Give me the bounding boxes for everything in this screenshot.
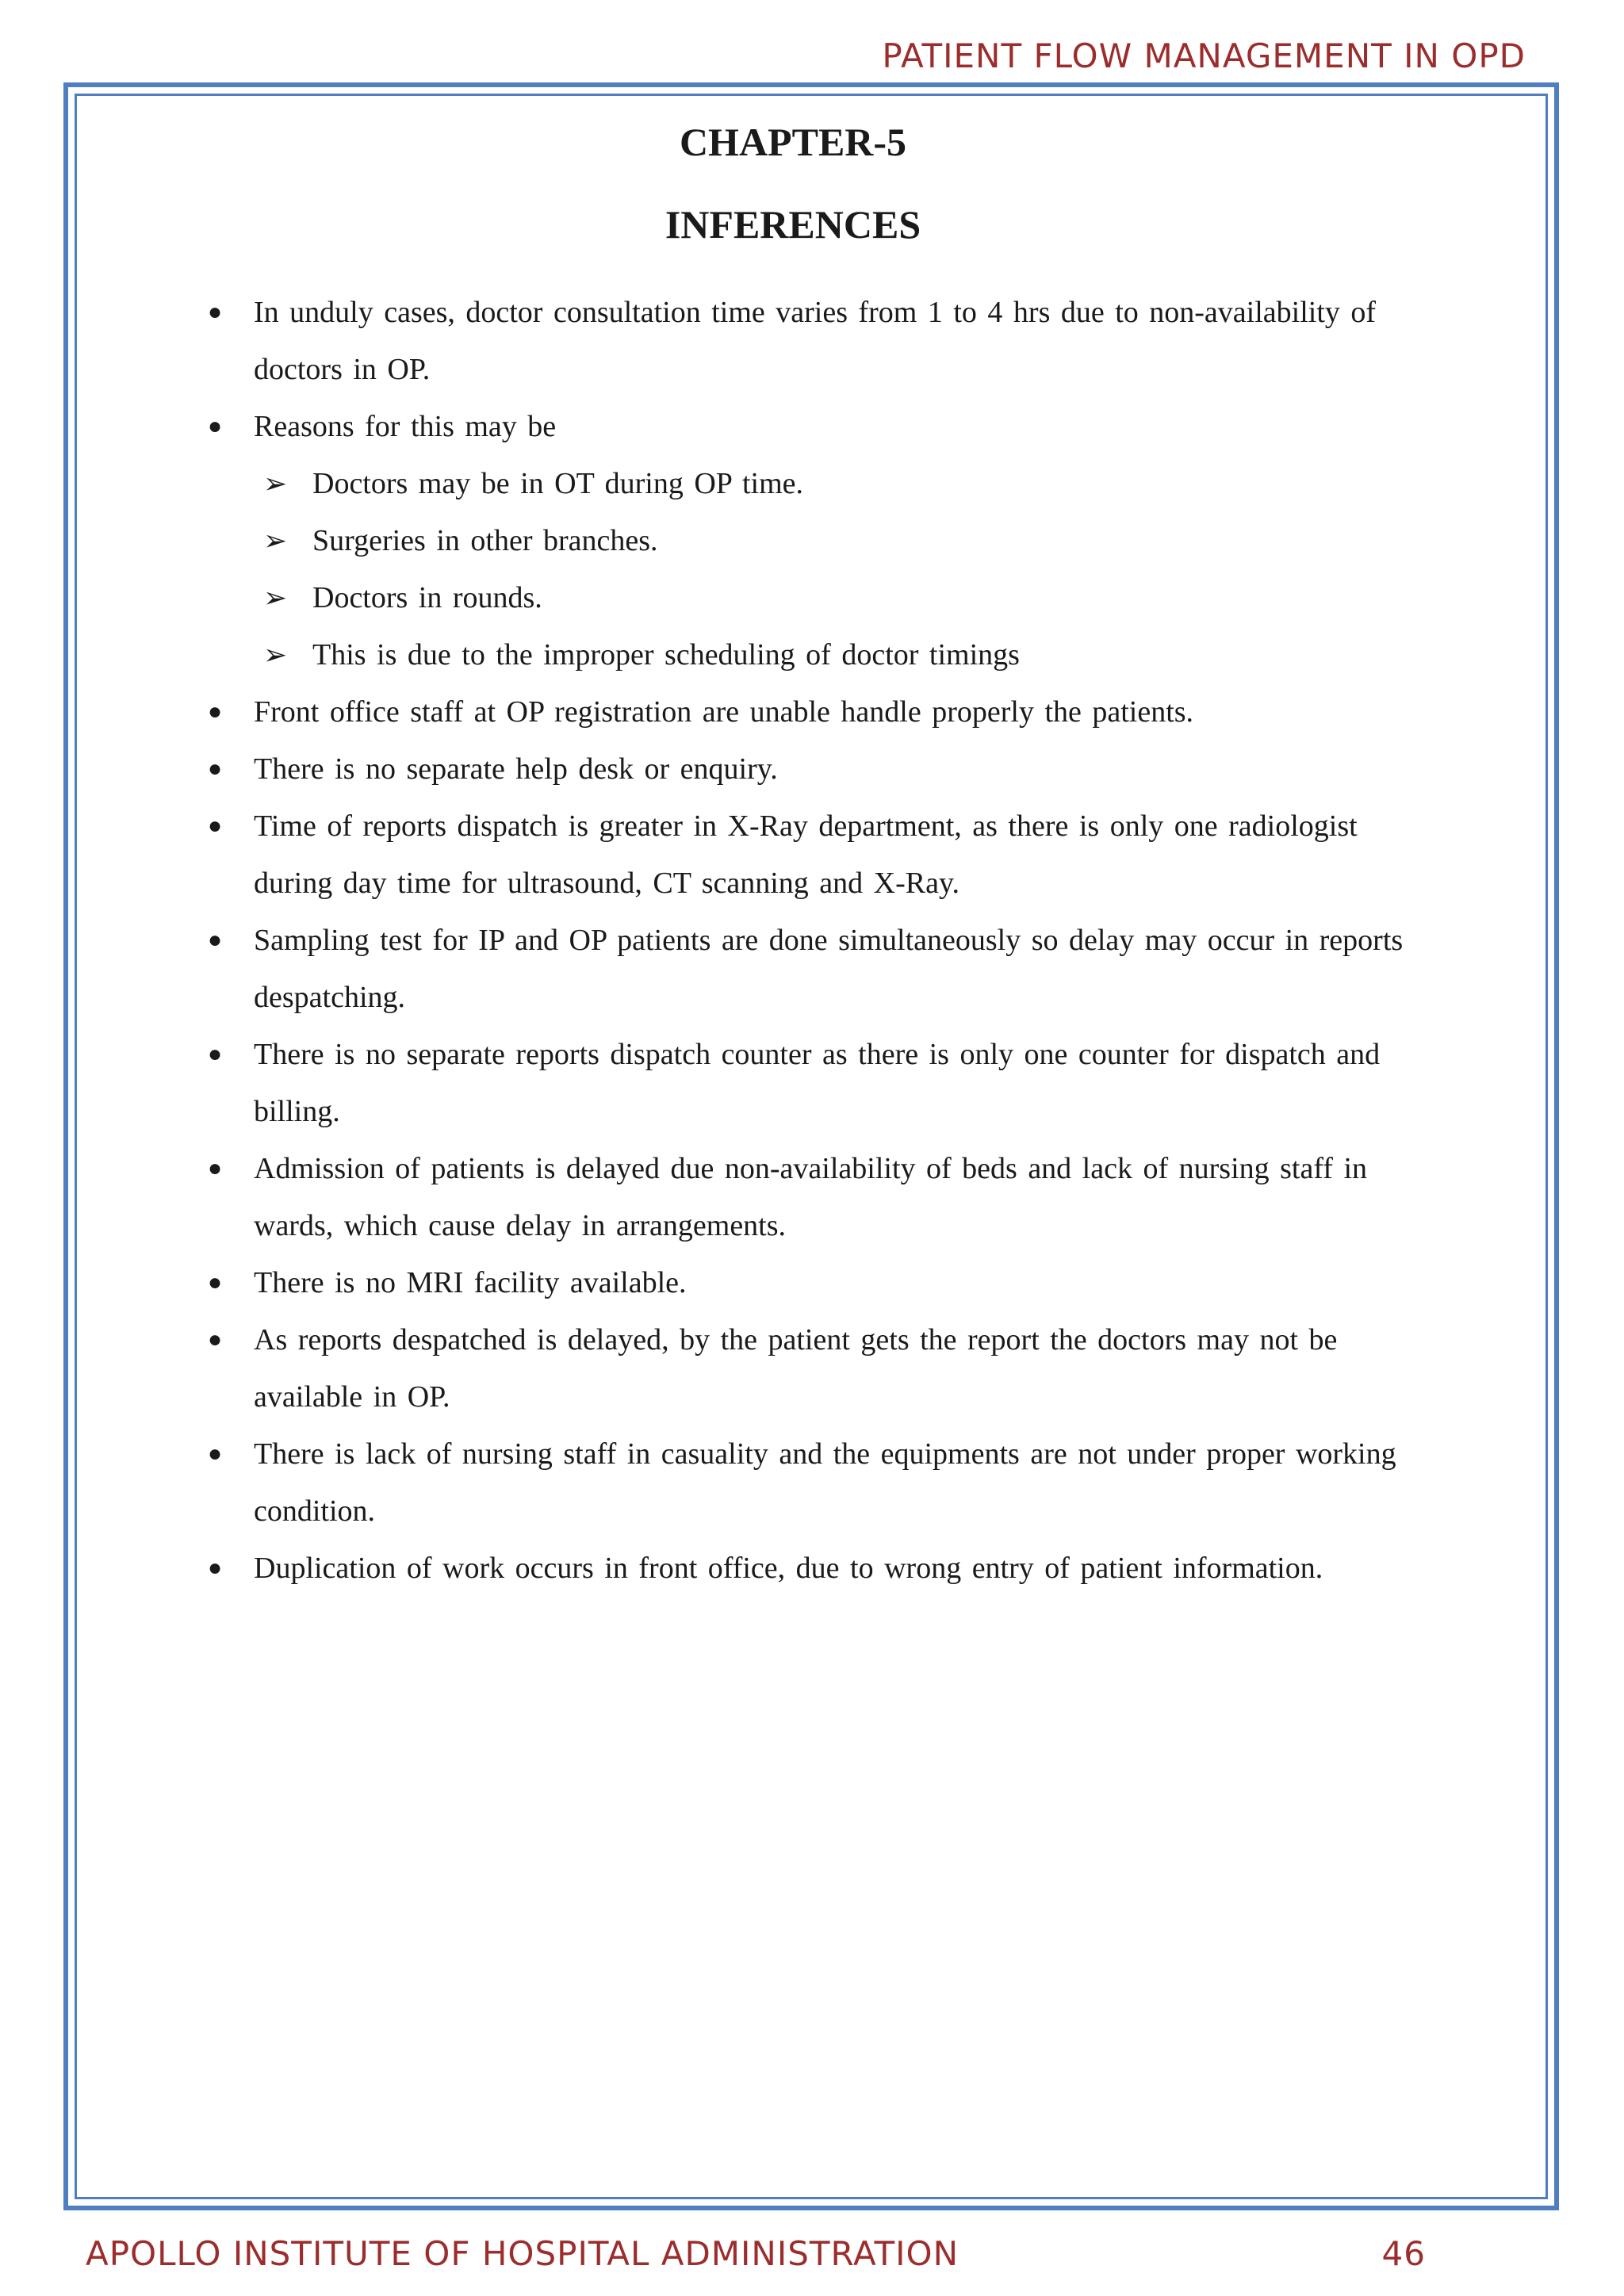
sub-list-item-text: Surgeries in other branches. (312, 524, 658, 557)
list-item (198, 740, 1435, 798)
sub-list-item-text: This is due to the improper scheduling of doctor timings (312, 638, 1020, 672)
list-item-text: There is lack of nursing staff in casuality and the equipments are not under proper working condition. (254, 1437, 1396, 1528)
arrow-bullet-icon: ➢ (263, 639, 288, 671)
bullet-icon: ● (208, 299, 223, 325)
bullet-icon: ● (208, 927, 223, 953)
bullet-icon: ● (208, 1326, 223, 1353)
list-item-text: There is no MRI facility available. (254, 1266, 687, 1299)
bullet-icon: ● (208, 756, 223, 782)
sub-bullet-list (198, 455, 1435, 683)
list-item (198, 284, 1435, 398)
list-item-text: Admission of patients is delayed due non-availability of beds and lack of nursing staff in wards, which cause delay in arrangements. (254, 1152, 1368, 1242)
list-item-text: There is no separate help desk or enquiry. (254, 752, 778, 786)
sub-list-item-text: Doctors in rounds. (312, 581, 542, 614)
bullet-list (198, 284, 1435, 1597)
page-number: 46 (1381, 2234, 1426, 2273)
running-header: PATIENT FLOW MANAGEMENT IN OPD (882, 36, 1526, 75)
arrow-bullet-icon: ➢ (263, 582, 288, 614)
sub-list-item (198, 626, 1435, 683)
list-item-text: Sampling test for IP and OP patients are done simultaneously so delay may occur in reports despatching. (254, 924, 1404, 1014)
list-item-text: There is no separate reports dispatch counter as there is only one counter for dispatch and billing. (254, 1038, 1381, 1128)
list-item-text: As reports despatched is delayed, by the patient gets the report the doctors may not be available in OP. (254, 1323, 1338, 1414)
list-item (198, 912, 1435, 1026)
bullet-icon: ● (208, 1269, 223, 1295)
footer-institution: APOLLO INSTITUTE OF HOSPITAL ADMINISTRATION (86, 2234, 959, 2273)
arrow-bullet-icon: ➢ (263, 468, 288, 499)
bullet-icon: ● (208, 1155, 223, 1181)
list-item-text: In unduly cases, doctor consultation time varies from 1 to 4 hrs due to non-availability of doctors in OP. (254, 296, 1377, 386)
bullet-icon: ● (208, 1041, 223, 1067)
bullet-icon: ● (208, 1441, 223, 1467)
sub-list-item-text: Doctors may be in OT during OP time. (312, 467, 804, 500)
arrow-bullet-icon: ➢ (263, 525, 288, 557)
list-item (198, 1026, 1435, 1140)
list-item (198, 798, 1435, 912)
list-item (198, 1140, 1435, 1254)
sub-list-item (198, 512, 1435, 569)
bullet-icon: ● (208, 1555, 223, 1581)
chapter-heading: CHAPTER-5 (679, 120, 907, 164)
sub-list-item (198, 569, 1435, 626)
list-item (198, 1311, 1435, 1425)
list-item-text: Duplication of work occurs in front office, due to wrong entry of patient information. (254, 1552, 1323, 1585)
list-item (198, 1254, 1435, 1311)
section-title: INFERENCES (665, 202, 921, 247)
list-item (198, 398, 1435, 683)
bullet-icon: ● (208, 813, 223, 839)
list-item-text: Reasons for this may be (254, 410, 557, 443)
list-item (198, 683, 1435, 740)
bullet-icon: ● (208, 698, 223, 725)
list-item (198, 1540, 1435, 1597)
bullet-icon: ● (208, 413, 223, 439)
sub-list-item (198, 455, 1435, 512)
list-item (198, 1425, 1435, 1540)
inferences-content (198, 284, 1435, 1597)
list-item-text: Front office staff at OP registration are unable handle properly the patients. (254, 695, 1194, 729)
list-item-text: Time of reports dispatch is greater in X-Ray department, as there is only one radiologist during day time for ultrasound, CT scanning and X-Ray. (254, 809, 1358, 900)
